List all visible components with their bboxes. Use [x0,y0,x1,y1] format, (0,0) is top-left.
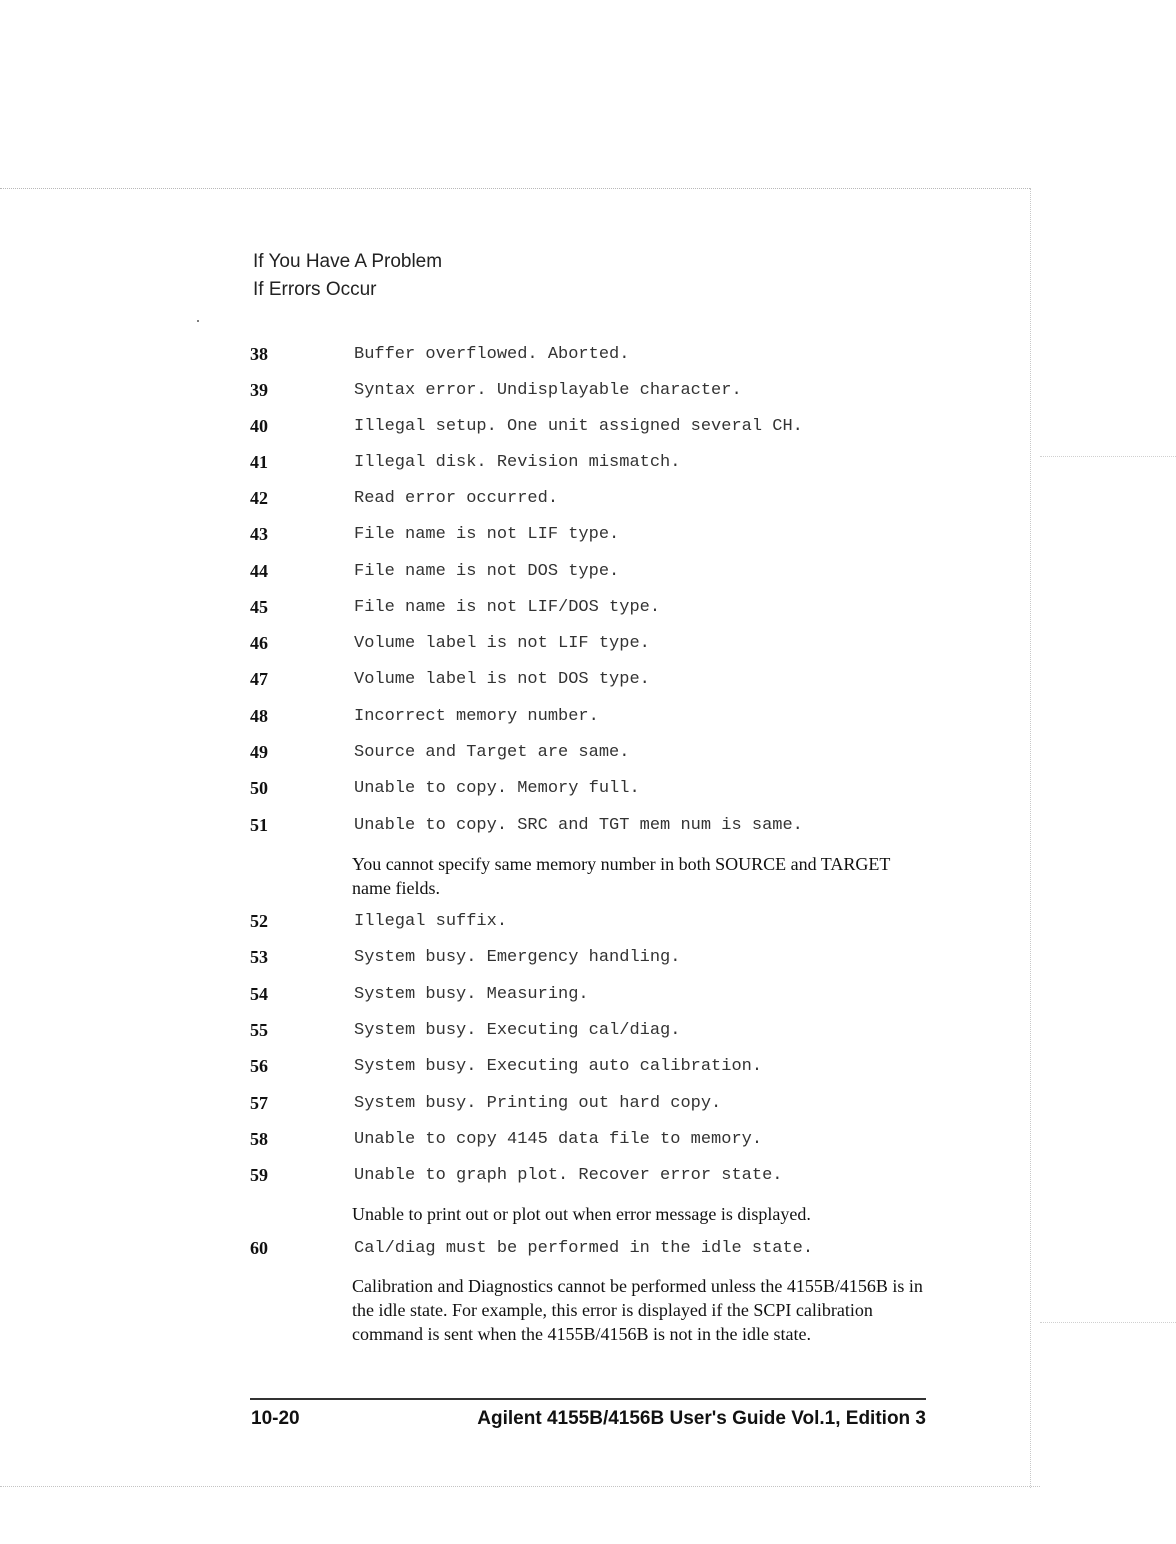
error-code: 59 [250,1165,268,1185]
error-code: 38 [250,344,268,364]
error-code: 46 [250,633,268,653]
scan-speck [197,320,199,322]
error-code: 49 [250,742,268,762]
error-message: Unable to copy 4145 data file to memory. [354,1130,763,1149]
error-explanation: You cannot specify same memory number in both SOURCE and TARGET name fields. [352,854,891,898]
error-message: System busy. Executing auto calibration. [354,1057,763,1076]
error-code: 39 [250,380,268,400]
error-code: 48 [250,706,268,726]
error-message: Syntax error. Undisplayable character. [354,381,742,400]
error-message: Unable to copy. Memory full. [354,779,640,798]
error-message: Cal/diag must be performed in the idle state. [354,1239,814,1258]
error-message: File name is not LIF/DOS type. [354,598,661,617]
error-explanation: Calibration and Diagnostics cannot be performed unless the 4155B/4156B is in the idle state. For example, this error is displayed if the SCPI calibration command is sent when the 4155B/4156B is not in the idle state. [352,1276,923,1344]
error-message: Volume label is not DOS type. [354,670,650,689]
error-code: 54 [250,984,268,1004]
error-message: Read error occurred. [354,489,559,508]
error-message: System busy. Printing out hard copy. [354,1094,722,1113]
scan-mark [1040,456,1176,457]
error-code: 57 [250,1093,268,1113]
error-code: 53 [250,947,268,967]
error-code: 50 [250,778,268,798]
error-code: 55 [250,1020,268,1040]
error-message: File name is not DOS type. [354,562,620,581]
error-message: Illegal suffix. [354,912,508,931]
error-message: Volume label is not LIF type. [354,634,650,653]
error-code: 45 [250,597,268,617]
error-code: 51 [250,815,268,835]
header-section: If Errors Occur [253,279,377,300]
scan-border-bottom [0,1486,1040,1487]
error-code: 52 [250,911,268,931]
error-code: 58 [250,1129,268,1149]
error-message: Illegal setup. One unit assigned several CH. [354,417,803,436]
guide-title: Agilent 4155B/4156B User's Guide Vol.1, Edition 3 [477,1408,926,1429]
error-message: Source and Target are same. [354,743,630,762]
error-code: 43 [250,524,268,544]
error-message: Unable to copy. SRC and TGT mem num is same. [354,816,803,835]
error-message: System busy. Emergency handling. [354,948,681,967]
error-message: System busy. Measuring. [354,985,589,1004]
scan-border-right [1030,188,1031,1488]
error-code: 40 [250,416,268,436]
running-header [253,248,442,304]
error-code: 44 [250,561,268,581]
error-message: System busy. Executing cal/diag. [354,1021,681,1040]
header-chapter: If You Have A Problem [253,251,443,272]
page-number: 10-20 [251,1408,300,1429]
error-code: 56 [250,1056,268,1076]
scan-mark [1040,1322,1176,1323]
error-code: 42 [250,488,268,508]
error-message: Incorrect memory number. [354,707,599,726]
error-code: 47 [250,669,268,689]
footer-divider [250,1398,926,1400]
error-message: Buffer overflowed. Aborted. [354,345,630,364]
error-message: Unable to graph plot. Recover error state. [354,1166,783,1185]
error-message: Illegal disk. Revision mismatch. [354,453,681,472]
error-message: File name is not LIF type. [354,525,620,544]
scan-border-top [0,188,1030,189]
error-explanation: Unable to print out or plot out when error message is displayed. [352,1204,811,1224]
error-code: 41 [250,452,268,472]
error-code: 60 [250,1238,268,1258]
